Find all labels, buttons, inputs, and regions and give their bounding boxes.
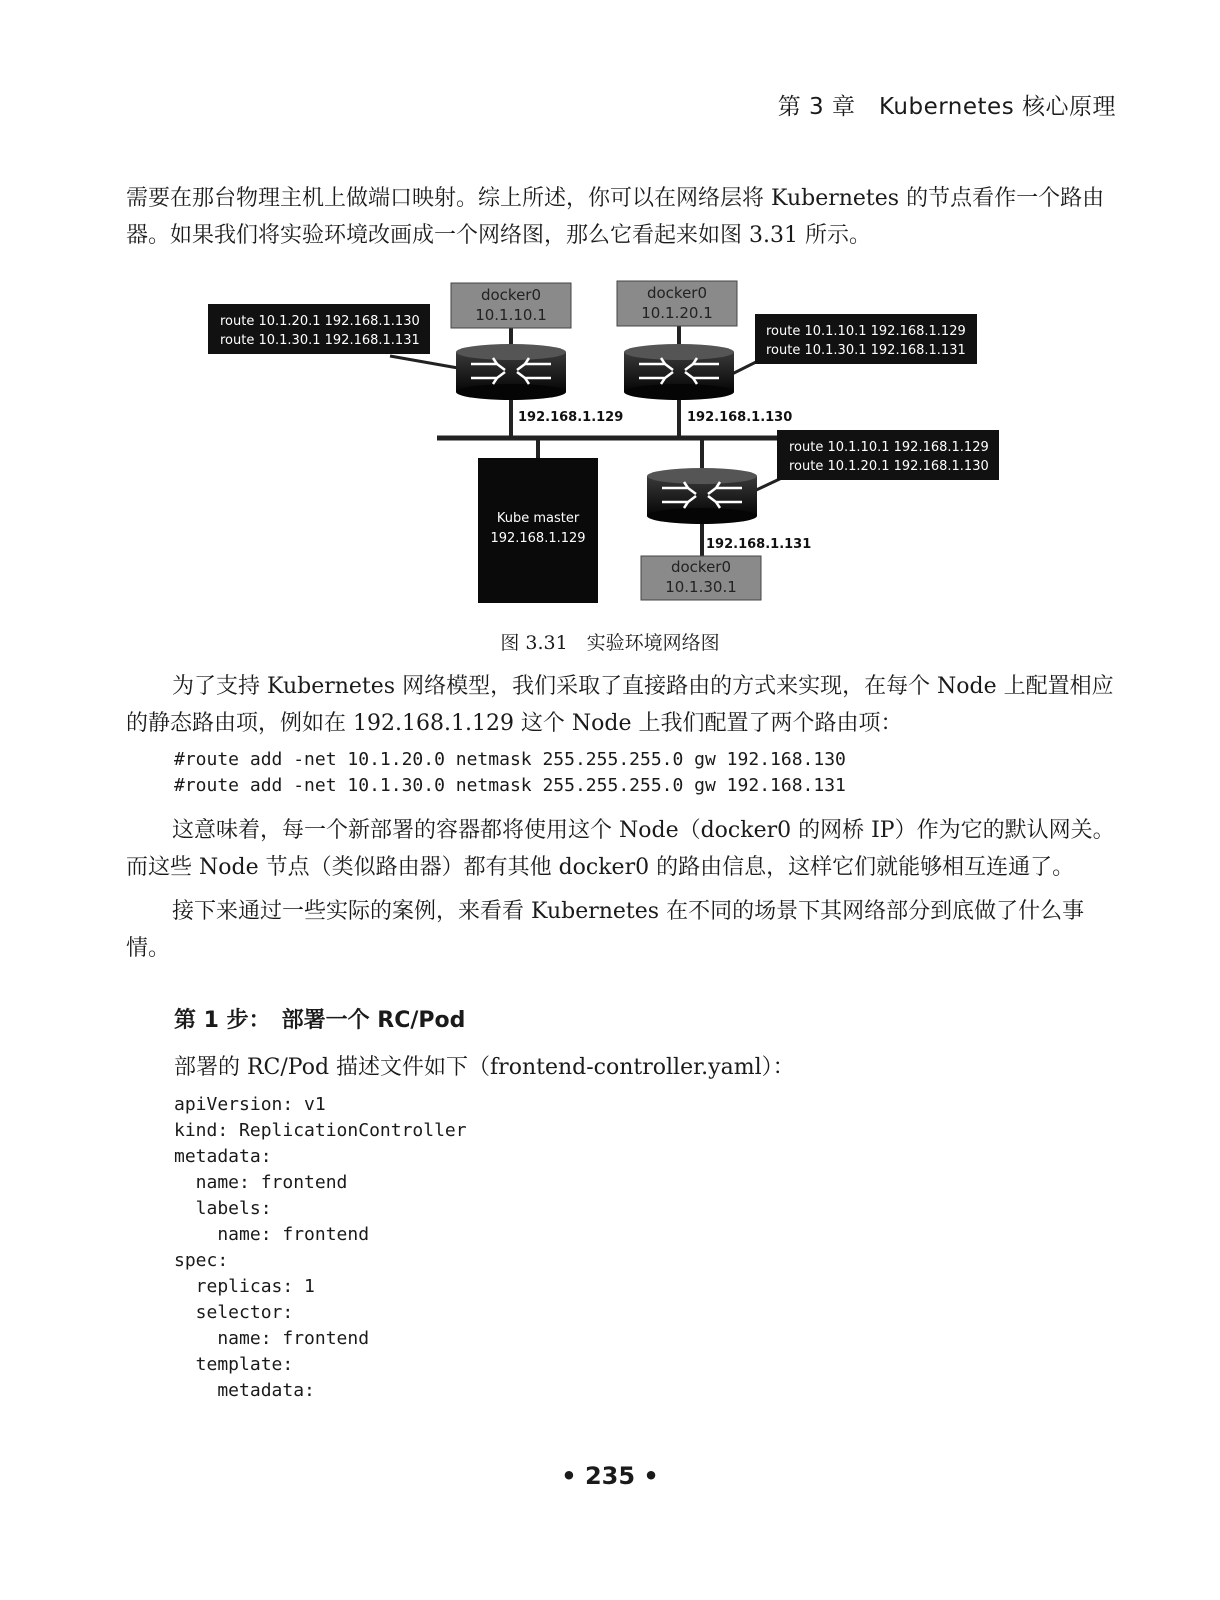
- paragraph-3: 这意味着，每一个新部署的容器都将使用这个 Node（docker0 的网桥 IP）作为它的默认网关。而这些 Node 节点（类似路由器）都有其他 docker0 的路由信息，这样它们就能够相互连通了。: [126, 818, 1115, 880]
- ip-label-131: 192.168.1.131: [706, 537, 812, 552]
- kube-master-box: [478, 458, 598, 603]
- docker0-box-1: [451, 283, 571, 328]
- svg-text:route 10.1.10.1 192.168.1.129: route 10.1.10.1 192.168.1.129: [789, 440, 989, 455]
- step-description: 部署的 RC/Pod 描述文件如下（frontend-controller.yaml）：: [174, 1055, 795, 1080]
- figure-caption: 图 3.31 实验环境网络图: [500, 632, 720, 654]
- route-box-2: [755, 314, 977, 364]
- docker0-box-3: [641, 556, 761, 600]
- yaml-code: apiVersion: v1 kind: ReplicationController metadata: name: frontend labels: name: frontend spec: replicas: 1 selector: name: frontend template: metadata:: [174, 1094, 467, 1401]
- intro-paragraph: 需要在那台物理主机上做端口映射。综上所述，你可以在网络层将 Kubernetes 的节点看作一个路由器。如果我们将实验环境改画成一个网络图，那么它看起来如图 3.31 所示。: [126, 186, 1105, 248]
- paragraph-4: 接下来通过一些实际的案例，来看看 Kubernetes 在不同的场景下其网络部分到底做了什么事情。: [126, 899, 1085, 961]
- route-commands: #route add -net 10.1.20.0 netmask 255.255.255.0 gw 192.168.130 #route add -net 10.1.30.0 netmask 255.255.255.0 gw 192.168.131: [174, 749, 846, 796]
- ip-label-130: 192.168.1.130: [687, 410, 793, 425]
- router-icon-3: [647, 468, 757, 524]
- router-icon-2: [624, 344, 734, 400]
- svg-text:192.168.1.129: 192.168.1.129: [490, 531, 586, 546]
- router-icon-1: [456, 344, 566, 400]
- svg-text:10.1.30.1: 10.1.30.1: [665, 578, 737, 596]
- svg-text:route 10.1.10.1 192.168.1.129: route 10.1.10.1 192.168.1.129: [766, 324, 966, 339]
- svg-text:route 10.1.20.1 192.168.1.130: route 10.1.20.1 192.168.1.130: [789, 459, 989, 474]
- paragraph-2: 为了支持 Kubernetes 网络模型，我们采取了直接路由的方式来实现，在每个 Node 上配置相应的静态路由项，例如在 192.168.1.129 这个 Node 上我们配置了两个路由项：: [126, 674, 1114, 736]
- svg-text:10.1.10.1: 10.1.10.1: [475, 306, 547, 324]
- network-diagram: [0, 276, 1220, 606]
- route-box-1: [208, 304, 430, 354]
- svg-text:docker0: docker0: [670, 558, 732, 576]
- svg-text:docker0: docker0: [646, 284, 708, 302]
- route-box-3: [777, 430, 999, 480]
- svg-text:10.1.20.1: 10.1.20.1: [641, 304, 713, 322]
- docker0-box-2: [617, 281, 737, 326]
- page-number: • 235 •: [561, 1462, 659, 1490]
- chapter-header: 第 3 章 Kubernetes 核心原理: [777, 94, 1116, 120]
- svg-text:route 10.1.30.1 192.168.1.131: route 10.1.30.1 192.168.1.131: [766, 343, 966, 358]
- svg-text:route 10.1.20.1 192.168.1.130: route 10.1.20.1 192.168.1.130: [220, 314, 420, 329]
- ip-label-129: 192.168.1.129: [518, 410, 624, 425]
- svg-text:route 10.1.30.1 192.168.1.131: route 10.1.30.1 192.168.1.131: [220, 333, 420, 348]
- svg-text:Kube master: Kube master: [496, 511, 580, 526]
- svg-text:docker0: docker0: [480, 286, 542, 304]
- step-title: 第 1 步： 部署一个 RC/Pod: [174, 1008, 466, 1033]
